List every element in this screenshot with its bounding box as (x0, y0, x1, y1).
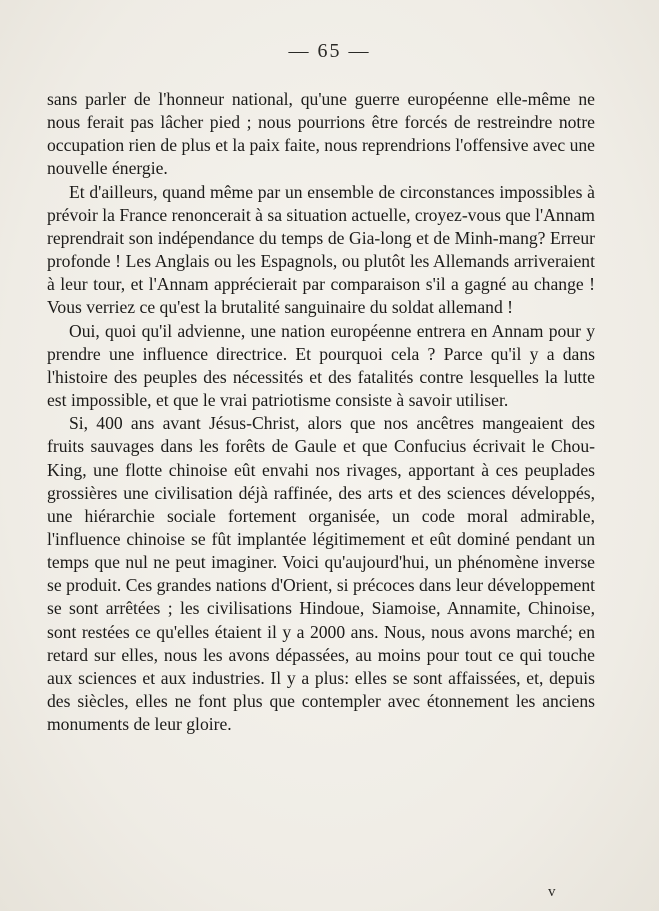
signature-mark: v (548, 884, 556, 900)
body-text (47, 88, 595, 736)
paragraph-2: Et d'ailleurs, quand même par un ensemble de circonstances impossibles à prévoir la France renoncerait à sa situation actuelle, croyez-vous que l'Annam reprendrait son indépendance du temps de Gia-long et de Minh-mang? Erreur profonde ! Les Anglais ou les Espagnols, ou plutôt les Allemands arriveraient à leur tour, et l'Annam apprécierait par comparaison s'il a gagné au change ! Vous verriez ce qu'est la brutalité sanguinaire du soldat allemand ! (47, 181, 595, 318)
page-number: — 65 — (288, 40, 371, 62)
paragraph-1: sans parler de l'honneur national, qu'une guerre européenne elle-même ne nous ferait pas lâcher pied ; nous pourrions être forcés de restreindre notre occupation rien de plus et la paix faite, nous reprendrions l'offensive avec une nouvelle énergie. (47, 89, 595, 179)
paragraph-4: Si, 400 ans avant Jésus-Christ, alors que nos ancêtres mangeaient des fruits sauvages dans les forêts de Gaule et que Confucius écrivait le Chou-King, une flotte chinoise eût envahi nos rivages, apportant à ces peuplades grossières une civilisation déjà raffinée, des arts et des sciences développés, une hiérarchie sociale fortement organisée, un code moral admirable, l'influence chinoise se fût implantée légitimement et eût dominé pendant un temps que nul ne peut imaginer. Voici qu'aujourd'hui, un phénomène inverse se produit. Ces grandes nations d'Orient, si précoces dans leur développement se sont arrêtées ; les civilisations Hindoue, Siamoise, Annamite, Chinoise, sont restées ce qu'elles étaient il y a 2000 ans. Nous, nous avons marché; en retard sur elles, nous les avons dépassées, au moins pour tout ce qui touche aux sciences et aux industries. Il y a plus: elles se sont affaissées, et, depuis des siècles, elles ne font plus que contempler avec étonnement les anciens monuments de leur gloire. (47, 413, 595, 735)
paragraph-3: Oui, quoi qu'il advienne, une nation européenne entrera en Annam pour y prendre une influence directrice. Et pourquoi cela ? Parce qu'il y a dans l'histoire des peuples des nécessités et des fatalités contre lesquelles la lutte est impossible, et que le vrai patriotisme consiste à savoir utiliser. (47, 320, 595, 411)
